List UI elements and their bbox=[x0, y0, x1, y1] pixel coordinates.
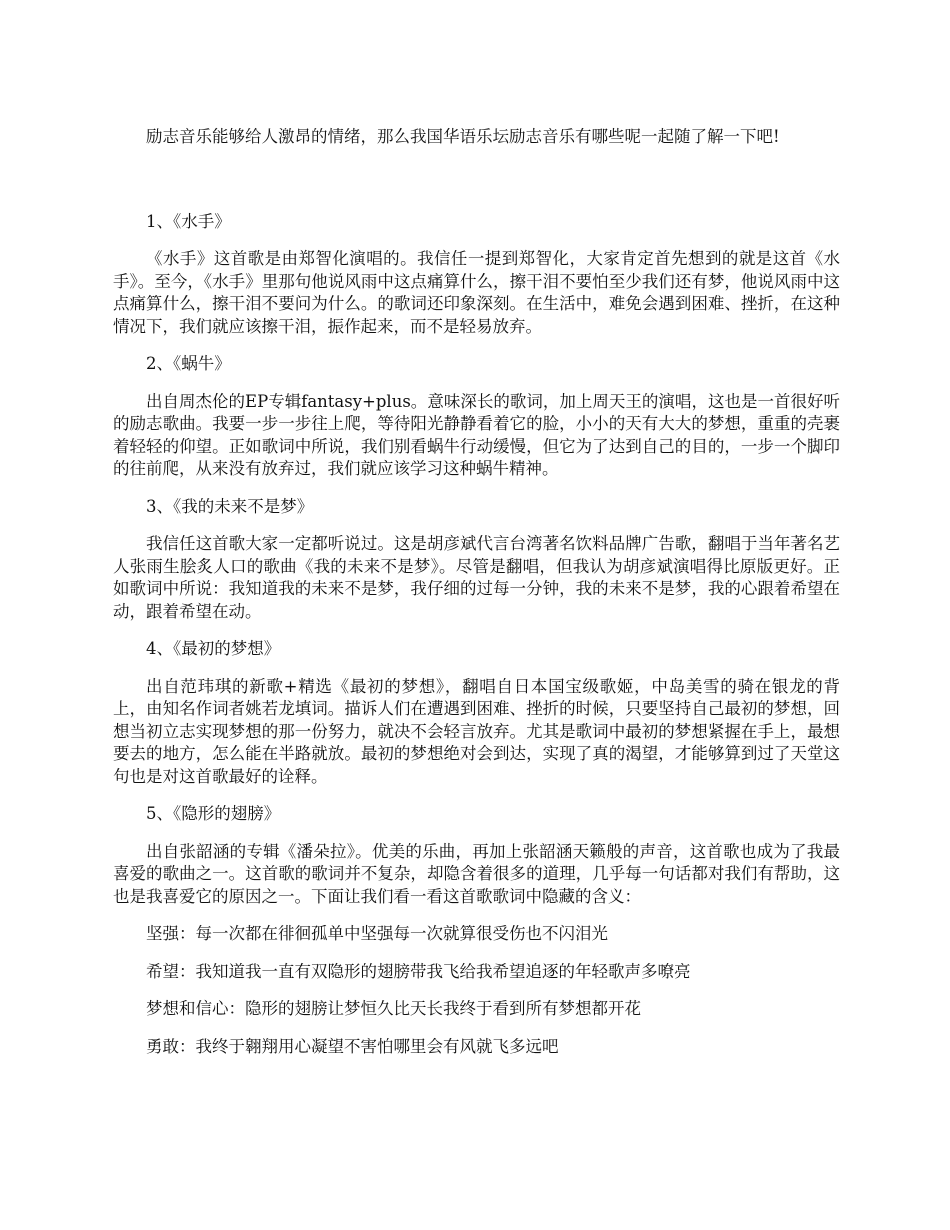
section-body-2: 出自周杰伦的EP专辑fantasy+plus。意味深长的歌词，加上周天王的演唱，这也是一首很好听的励志歌曲。我要一步一步往上爬，等待阳光静静看着它的脸，小小的天有大大的梦想，重重的壳裹着轻轻的仰望。正如歌词中所说，我们别看蜗牛行动缓慢，但它为了达到自己的目的，一步一个脚印的往前爬，从来没有放弃过，我们就应该学习这种蜗牛精神。 bbox=[113, 391, 840, 478]
intro-paragraph: 励志音乐能够给人激昂的情绪，那么我国华语乐坛励志音乐有哪些呢一起随了解一下吧! bbox=[146, 127, 780, 146]
lyric-meaning-strength: 坚强：每一次都在徘徊孤单中坚强每一次就算很受伤也不闪泪光 bbox=[146, 924, 608, 943]
section-heading-2: 2、《蜗牛》 bbox=[146, 354, 231, 373]
section-heading-3: 3、《我的未来不是梦》 bbox=[146, 496, 314, 516]
lyric-meaning-dream-confidence: 梦想和信心：隐形的翅膀让梦恒久比天长我终于看到所有梦想都开花 bbox=[146, 999, 641, 1018]
section-body-5: 出自张韶涵的专辑《潘朵拉》。优美的乐曲，再加上张韶涵天籁般的声音，这首歌也成为了我最喜爱的歌曲之一。这首歌的歌词并不复杂，却隐含着很多的道理，几乎每一句话都对我们有帮助，这也是我喜爱它的原因之一。下面让我们看一看这首歌歌词中隐藏的含义： bbox=[113, 841, 840, 906]
section-body-3: 我信任这首歌大家一定都听说过。这是胡彦斌代言台湾著名饮料品牌广告歌，翻唱于当年著名艺人张雨生脍炙人口的歌曲《我的未来不是梦》。尽管是翻唱，但我认为胡彦斌演唱得比原版更好。正如歌词中所说：我知道我的未来不是梦，我仔细的过每一分钟，我的未来不是梦，我的心跟着希望在动，跟着希望在动。 bbox=[113, 534, 840, 621]
lyric-meaning-courage: 勇敢：我终于翱翔用心凝望不害怕哪里会有风就飞多远吧 bbox=[146, 1036, 559, 1056]
section-heading-4: 4、《最初的梦想》 bbox=[146, 639, 281, 658]
document-body bbox=[113, 126, 840, 1073]
lyric-meaning-hope: 希望：我知道我一直有双隐形的翅膀带我飞给我希望追逐的年轻歌声多嘹亮 bbox=[146, 961, 691, 981]
section-heading-5: 5、《隐形的翅膀》 bbox=[146, 804, 281, 823]
section-heading-1: 1、《水手》 bbox=[146, 211, 231, 231]
section-body-4: 出自范玮琪的新歌+精选《最初的梦想》，翻唱自日本国宝级歌姬，中岛美雪的骑在银龙的背上，由知名作词者姚若龙填词。描诉人们在遭遇到困难、挫折的时候，只要坚持自己最初的梦想，回想当初立志实现梦想的那一份努力，就决不会轻言放弃。尤其是歌词中最初的梦想紧握在手上，最想要去的地方，怎么能在半路就放。最初的梦想绝对会到达，实现了真的渴望，才能够算到过了天堂这句也是对这首歌最好的诠释。 bbox=[113, 676, 840, 786]
section-body-1: 《水手》这首歌是由郑智化演唱的。我信任一提到郑智化，大家肯定首先想到的就是这首《水手》。至今，《水手》里那句他说风雨中这点痛算什么，擦干泪不要怕至少我们还有梦，他说风雨中这点痛算什么，擦干泪不要问为什么。的歌词还印象深刻。在生活中，难免会遇到困难、挫折，在这种情况下，我们就应该擦干泪，振作起来，而不是轻易放弃。 bbox=[113, 249, 840, 336]
